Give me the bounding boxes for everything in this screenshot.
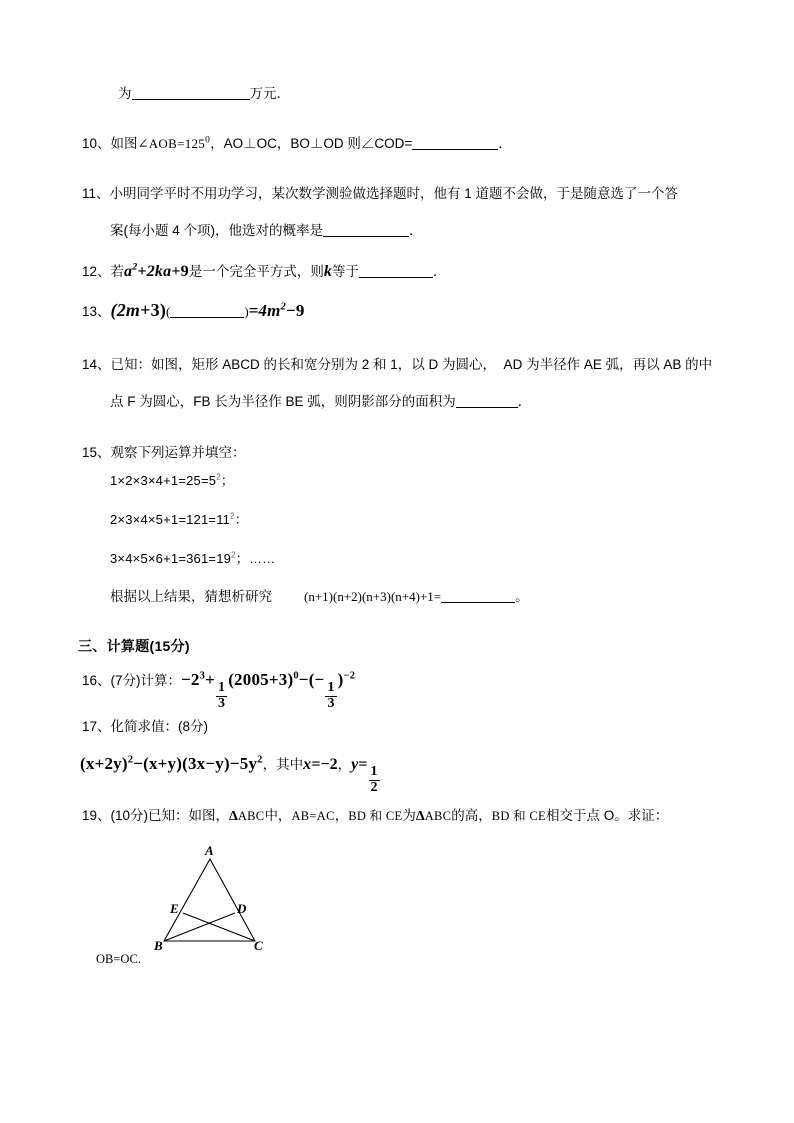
question-17-header [82, 717, 208, 736]
q13-rhs-sup: 2 [280, 301, 286, 313]
q12-expr-sup: 2 [132, 261, 138, 273]
q15-conclusion-formula: (n+1)(n+2)(n+3)(n+4)+1= [304, 589, 442, 604]
q16-plus: + [205, 670, 215, 689]
q12-expression [124, 263, 189, 280]
q11-number: 11、 [82, 186, 110, 201]
q16-expression [181, 670, 356, 711]
q17-t2b-close: ) [223, 754, 230, 773]
q19-ab-ac: AB=AC [291, 809, 335, 823]
q13-equals: = [248, 301, 259, 320]
q19-bd-ce-2: BD 和 CE [491, 809, 546, 823]
q13-paren-close: ) [244, 304, 249, 319]
q11-line2-text: 案(每小题 4 个项)，他选对的概率是 [110, 223, 324, 238]
q19-score: (10分) [110, 808, 149, 823]
q17-t2b-minus: −y [205, 754, 224, 773]
q10-blank[interactable] [412, 149, 498, 150]
q16-fraction-one-third [216, 681, 227, 711]
q16-number: 16、 [82, 673, 111, 688]
q13-lhs-plus: +3 [140, 300, 160, 320]
q12-expr-b: +2ka [137, 263, 172, 280]
q16-neg-two: −2 [181, 670, 200, 689]
question-14-line1 [82, 355, 727, 374]
q17-t2a: (x [143, 754, 158, 773]
q19-text-f: 相交于点 O。求证： [545, 808, 669, 823]
q16-minus: − [298, 670, 309, 689]
question-14-line2 [110, 392, 531, 411]
segment-ce [183, 913, 255, 941]
q17-t1-sup: 2 [127, 754, 134, 766]
q15-conclusion-end: 。 [515, 589, 529, 604]
q12-blank[interactable] [359, 277, 433, 278]
q11-blank[interactable] [323, 236, 409, 237]
q16-exp-neg-two: −2 [343, 670, 356, 682]
q10-degree-symbol: 0 [205, 135, 211, 146]
question-19 [82, 806, 732, 826]
q19-conclusion: OB=OC. [96, 952, 141, 966]
vertex-label-c: C [254, 938, 263, 953]
q12-expr-c: +9 [171, 263, 189, 280]
q14-blank[interactable] [456, 407, 518, 408]
q19-abc-2: ABC [424, 809, 452, 823]
q19-number: 19、 [82, 808, 111, 823]
q16-paren-close: ) [287, 670, 294, 689]
q17-x-value: −2 [320, 756, 338, 773]
q14-number: 14、 [82, 357, 111, 372]
question-12 [82, 262, 447, 281]
question-11-line2 [110, 221, 423, 240]
q15-conclusion [110, 587, 529, 606]
q15-seq1-expr: 1×2×3×4+1=25=5 [110, 473, 217, 488]
q19-triangle-symbol-1: Δ [229, 809, 238, 824]
question-17-expression [80, 754, 381, 795]
q17-t1-plus: +2y [94, 754, 122, 773]
q15-seq1-punct: ； [220, 473, 235, 488]
q17-polynomial [80, 754, 263, 773]
q17-number: 17、 [82, 719, 111, 734]
q12-mid: 是一个完全平方式，则 [188, 264, 324, 279]
q13-lhs [111, 300, 166, 320]
q17-separator: ， [337, 757, 352, 772]
q10-tail: ． [498, 136, 512, 151]
q16-frac2-numerator: 1 [327, 680, 335, 696]
question-16 [82, 670, 355, 711]
triangle-figure [150, 845, 280, 955]
q12-end: ． [433, 264, 447, 279]
q15-sequence-item-1 [110, 470, 234, 489]
q17-label: 化简求值： [110, 719, 179, 734]
q17-y-numerator: 1 [370, 764, 378, 780]
q13-lhs-open: (2m [110, 300, 141, 320]
q16-frac2-denominator: 3 [327, 695, 335, 711]
q12-tail: 等于 [332, 264, 360, 279]
q17-minus-1: − [133, 754, 144, 773]
q16-frac1-denominator: 3 [217, 695, 226, 711]
q16-paren-open: (2005 [228, 670, 269, 689]
carryover-blank[interactable] [132, 99, 250, 100]
q13-rhs-a: 4m [258, 301, 281, 320]
q15-sequence-item-2 [110, 509, 248, 528]
triangle-abc-outline [164, 859, 255, 941]
q19-text-a: 已知：如图， [148, 808, 230, 823]
q15-seq2-punct: ： [234, 512, 248, 527]
q13-rhs-b: −9 [285, 301, 305, 320]
q13-paren-open: ( [166, 304, 171, 319]
q19-abc-1: ABC [237, 809, 265, 823]
q10-angle-aob: ∠AOB=125 [137, 136, 206, 151]
q17-t2a-plus: +y [157, 754, 177, 773]
vertex-label-d: D [237, 901, 247, 916]
q16-label: 计算： [140, 673, 182, 688]
carryover-line [118, 84, 290, 103]
q12-var-k: k [323, 263, 333, 280]
q14-line2-text: 点 F 为圆心，FB 长为半径作 BE 弧，则阴影部分的面积为 [110, 394, 456, 409]
carryover-prefix: 为 [118, 86, 132, 101]
q16-frac1-numerator: 1 [217, 680, 226, 696]
carryover-suffix: 万元． [249, 86, 290, 101]
q15-blank[interactable] [441, 602, 515, 603]
q10-od: OD 则 [323, 136, 361, 151]
q15-seq1-sup: 2 [216, 472, 221, 482]
q10-mid1: ，AO [210, 136, 244, 151]
q17-comma: ， [262, 757, 277, 772]
q15-prompt: 观察下列运算并填空： [110, 445, 246, 460]
q13-number: 13、 [82, 304, 111, 319]
q11-line2-tail: ． [409, 223, 423, 238]
q10-text-before: 如图 [110, 136, 138, 151]
q15-seq2-expr: 2×3×4×5+1=121=11 [110, 512, 231, 527]
q15-conclusion-text: 根据以上结果，猜想析研究 [110, 589, 272, 604]
q16-paren-plus: +3 [268, 670, 288, 689]
q12-lead: 若 [110, 264, 125, 279]
segment-bd [164, 913, 235, 941]
q17-y-var: y [351, 756, 359, 773]
q16-score: (7分) [110, 673, 141, 688]
q12-number: 12、 [82, 264, 111, 279]
q19-text-b: 中， [264, 808, 292, 823]
q16-exp-three: 3 [199, 670, 206, 682]
q19-triangle-symbol-2: Δ [415, 809, 425, 824]
question-15-prompt [82, 443, 246, 462]
q16-exp-zero: 0 [293, 670, 299, 682]
q17-given-label: 其中 [276, 757, 304, 772]
section-3-heading: 三、计算题(15分) [78, 638, 190, 654]
q13-lhs-close: ) [159, 300, 167, 320]
q19-text-c: ， [334, 808, 349, 823]
q15-seq3-punct: ；…… [235, 551, 276, 566]
q12-expr-a: a [124, 263, 133, 280]
q19-text-d: 为 [402, 808, 416, 823]
q17-y-equals: = [358, 756, 368, 773]
q17-t1-open: (x [80, 754, 95, 773]
q17-x-var: x [303, 756, 312, 773]
q14-line1: 已知：如图，矩形 ABCD 的长和宽分别为 2 和 1，以 D 为圆心， AD 为半径作 AE 弧，再以 AB 的中 [110, 357, 713, 372]
q17-x-equals: = [311, 756, 321, 773]
q10-number: 10、 [82, 136, 111, 151]
q17-minus-2: −5y [229, 754, 258, 773]
q16-fraction-one-third-2 [325, 681, 336, 711]
q17-t1-close: ) [121, 754, 128, 773]
q13-blank[interactable] [170, 317, 244, 318]
q15-sequence-item-3 [110, 548, 275, 567]
question-13 [82, 301, 305, 321]
q17-t2a-close: ) [176, 754, 183, 773]
question-11-line1 [82, 184, 722, 203]
q17-y-denominator: 2 [370, 779, 378, 795]
q14-line2-tail: ． [517, 394, 532, 409]
perpendicular-icon-1: ⊥ [243, 136, 257, 151]
q15-number: 15、 [82, 445, 111, 460]
q17-y-fraction [369, 765, 380, 795]
q16-open-second: (− [308, 670, 325, 689]
q15-seq2-sup: 2 [230, 511, 235, 521]
q10-oc: OC，BO [256, 136, 310, 151]
vertex-label-a: A [205, 843, 214, 858]
q19-bd-ce-1: BD 和 CE [348, 809, 403, 823]
q10-angle-cod: ∠COD= [360, 136, 413, 151]
q13-rhs [258, 301, 304, 320]
vertex-label-e: E [170, 901, 179, 916]
q17-t2b: (3x [182, 754, 206, 773]
q16-close-second: ) [337, 670, 344, 689]
q19-text-e: 的高， [451, 808, 492, 823]
q15-seq3-expr: 3×4×5×6+1=361=19 [110, 551, 232, 566]
q15-seq3-sup: 2 [231, 550, 236, 560]
q17-score: (8分) [178, 719, 209, 734]
q11-line1: 小明同学平时不用功学习，某次数学测验做选择题时，他有 1 道题不会做，于是随意选了一个答 [109, 186, 679, 201]
vertex-label-b: B [154, 938, 163, 953]
q17-t3-sup: 2 [257, 754, 263, 766]
perpendicular-icon-2: ⊥ [309, 136, 324, 151]
question-10 [82, 134, 512, 153]
